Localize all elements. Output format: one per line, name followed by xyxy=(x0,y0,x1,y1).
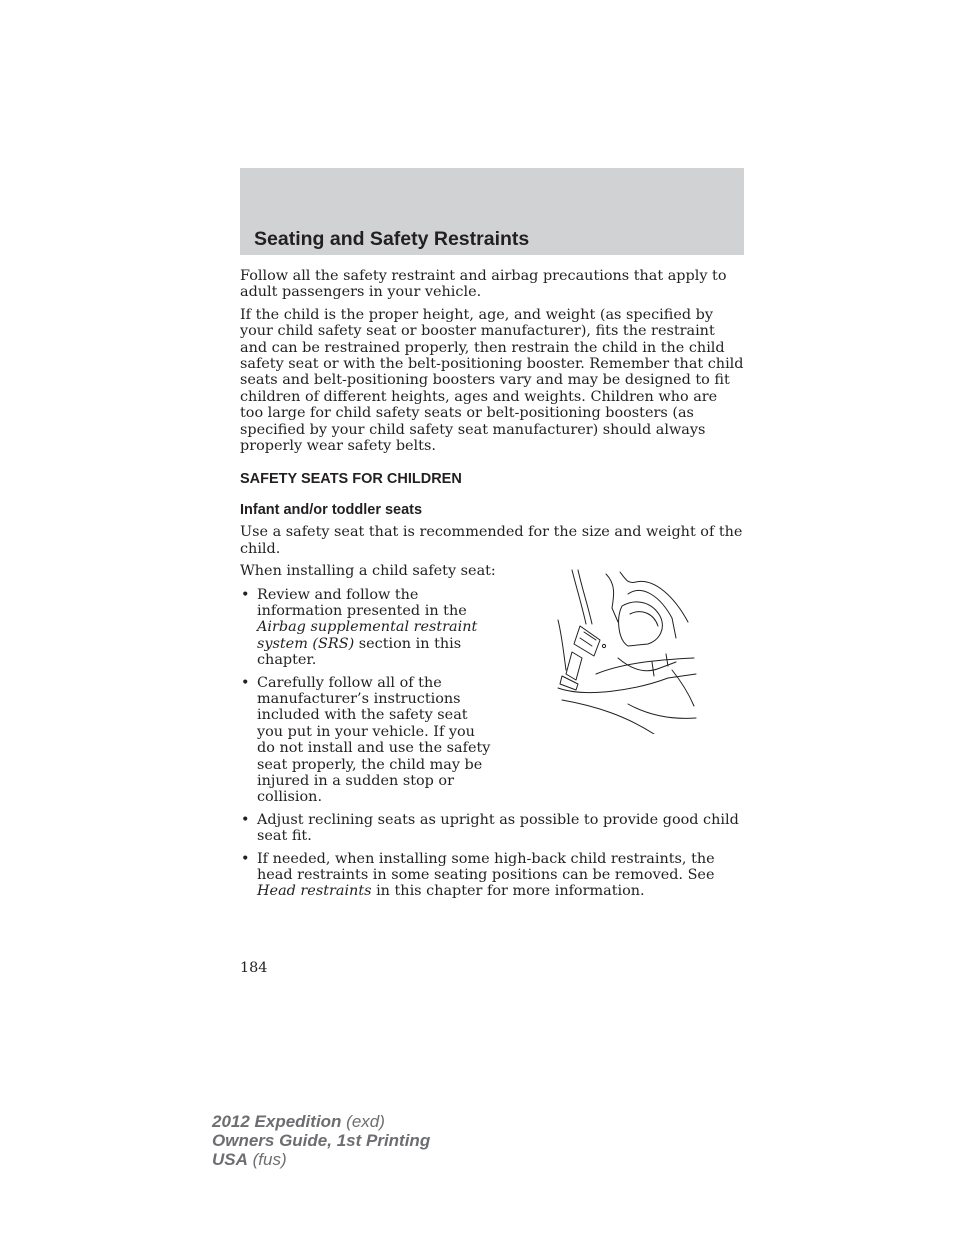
chapter-header-band xyxy=(240,168,744,255)
footer-market: USA xyxy=(212,1150,248,1169)
bullet-glyph: • xyxy=(241,674,250,691)
footer-line-2: Owners Guide, 1st Printing xyxy=(212,1131,431,1150)
bullet-item xyxy=(240,812,744,845)
intro-paragraph-1: Follow all the safety restraint and airbag precautions that apply to adult passengers in your vehicle. xyxy=(240,268,727,301)
section-paragraph-1: Use a safety seat that is recommended for the size and weight of the child. xyxy=(240,524,743,557)
bullet-text: If needed, when installing some high-back child restraints, the head restraints in some seating positions can be removed. See xyxy=(257,850,715,883)
intro-paragraph-2: If the child is the proper height, age, and weight (as specified by your child safety seat or booster manufacturer), fits the restraint and can be restrained properly, then restrain the child in the child safety seat or with the belt-positioning booster. Remember that child seats and belt-positioning boosters vary and may be designed to fit children of different heights, ages and weights. Children who are too large for child safety seats or belt-positioning boosters (as specified by your child safety seat manufacturer) should always properly wear safety belts. xyxy=(240,306,744,455)
section-paragraph-2: When installing a child safety seat: xyxy=(240,563,496,580)
bullet-item xyxy=(240,675,493,806)
bullet-item xyxy=(240,587,493,669)
bullet-text: section in this chapter. xyxy=(257,635,462,669)
child-seat-belt-illustration xyxy=(556,566,698,734)
footer-model: 2012 Expedition xyxy=(212,1112,342,1131)
footer-line-3 xyxy=(212,1150,430,1169)
bullet-text-emphasis: Head restraints xyxy=(257,883,372,900)
footer-model-code: (exd) xyxy=(346,1112,385,1131)
bullet-text-emphasis: Airbag supplemental restraint system (SRS) xyxy=(257,619,478,652)
bullet-text: Review and follow the information presented in the xyxy=(257,586,467,619)
footer-line-1 xyxy=(212,1112,430,1131)
bullet-glyph: • xyxy=(241,850,250,867)
bullet-text: Adjust reclining seats as upright as possible to provide good child seat fit. xyxy=(257,811,739,845)
bullet-text: in this chapter for more information. xyxy=(371,883,645,900)
bullet-text: Carefully follow all of the manufacturer’s instructions included with the safety seat you put in your vehicle. If you do not install and use the safety seat properly, the child may be injured in a sudden stop or collision. xyxy=(257,674,491,806)
section-heading: SAFETY SEATS FOR CHILDREN xyxy=(240,471,462,488)
bullet-item xyxy=(240,851,744,900)
chapter-title: Seating and Safety Restraints xyxy=(254,228,530,250)
section-subheading: Infant and/or toddler seats xyxy=(240,501,423,518)
footer-market-code: (fus) xyxy=(252,1150,287,1169)
document-footer xyxy=(212,1112,430,1169)
page-number: 184 xyxy=(240,960,268,976)
bullet-glyph: • xyxy=(241,586,250,603)
bullet-glyph: • xyxy=(241,811,250,828)
